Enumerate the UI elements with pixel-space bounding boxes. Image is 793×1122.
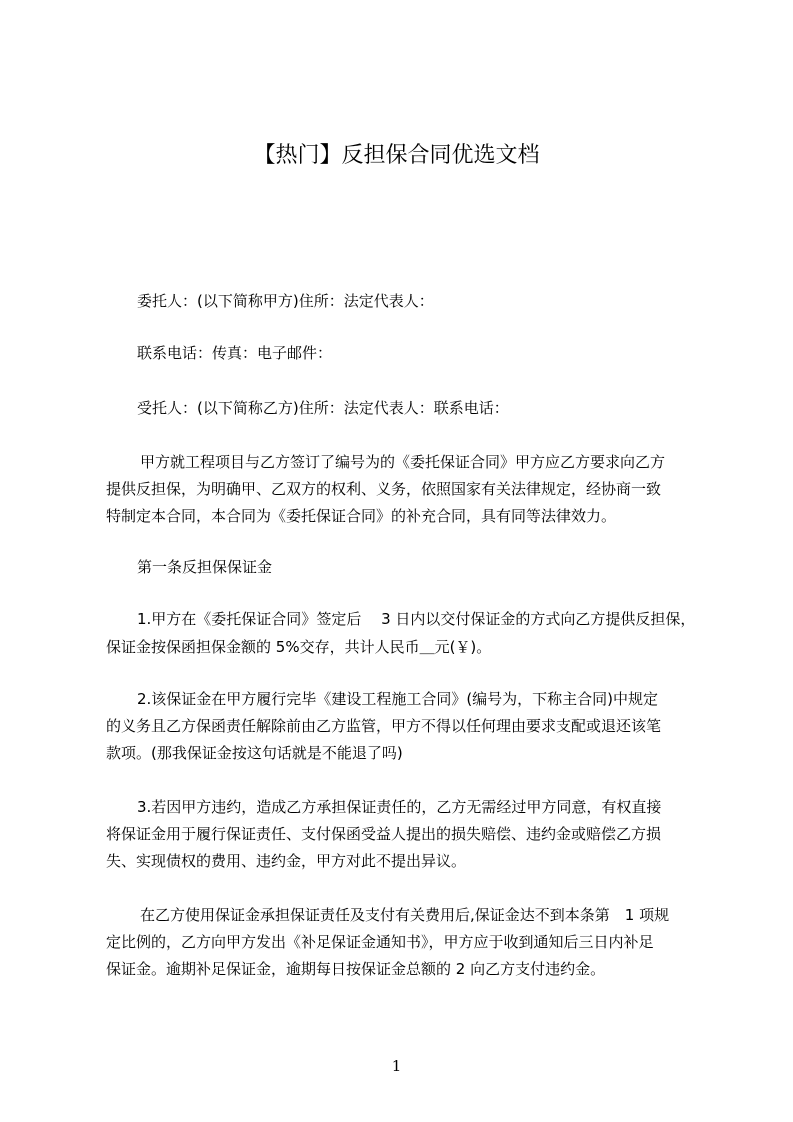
text-line: 委托人：(以下简称甲方)住所：法定代表人：: [137, 292, 434, 310]
text-line: 将保证金用于履行保证责任、支付保函受益人提出的损失赔偿、违约金或赔偿乙方损: [106, 825, 662, 843]
text-line: 款项。(那我保证金按这句话就是不能退了吗): [106, 744, 403, 762]
text-line: 受托人：(以下简称乙方)住所：法定代表人：联系电话：: [137, 399, 509, 417]
text-line: 的义务且乙方保函责任解除前由乙方监管，甲方不得以任何理由要求支配或退还该笔: [106, 717, 662, 735]
text-line: 特制定本合同，本合同为《委托保证合同》的补充合同，具有同等法律效力。: [106, 507, 617, 525]
text-line: 2.该保证金在甲方履行完毕《建设工程施工合同》(编号为，下称主合同)中规定: [137, 690, 659, 708]
section-heading: 第一条反担保保证金: [137, 558, 273, 576]
text-line: 3.若因甲方违约，造成乙方承担保证责任的，乙方无需经过甲方同意，有权直接: [137, 798, 662, 816]
document-title: 【热门】反担保合同优选文档: [253, 143, 540, 168]
text-line: 失、实现债权的费用、违约金，甲方对此不提出异议。: [106, 852, 467, 870]
text-line: 甲方就工程项目与乙方签订了编号为的《委托保证合同》甲方应乙方要求向乙方: [140, 453, 666, 471]
text-line: 保证金按保函担保金额的 5%交存，共计人民币＿元(￥)。: [106, 638, 492, 656]
text-line: 联系电话：传真：电子邮件：: [137, 344, 333, 362]
text-line: 保证金。逾期补足保证金，逾期每日按保证金总额的 2 向乙方支付违约金。: [106, 960, 606, 978]
text-line: 提供反担保，为明确甲、乙双方的权利、义务，依照国家有关法律规定，经协商一致: [106, 480, 662, 498]
page-number: 1: [391, 1057, 402, 1075]
text-line: 在乙方使用保证金承担保证责任及支付有关费用后,保证金达不到本条第 1 项规: [140, 906, 670, 924]
text-line: 1.甲方在《委托保证合同》签定后 3 日内以交付保证金的方式向乙方提供反担保，: [137, 610, 696, 628]
text-line: 定比例的，乙方向甲方发出《补足保证金通知书》，甲方应于收到通知后三日内补足: [106, 933, 654, 951]
